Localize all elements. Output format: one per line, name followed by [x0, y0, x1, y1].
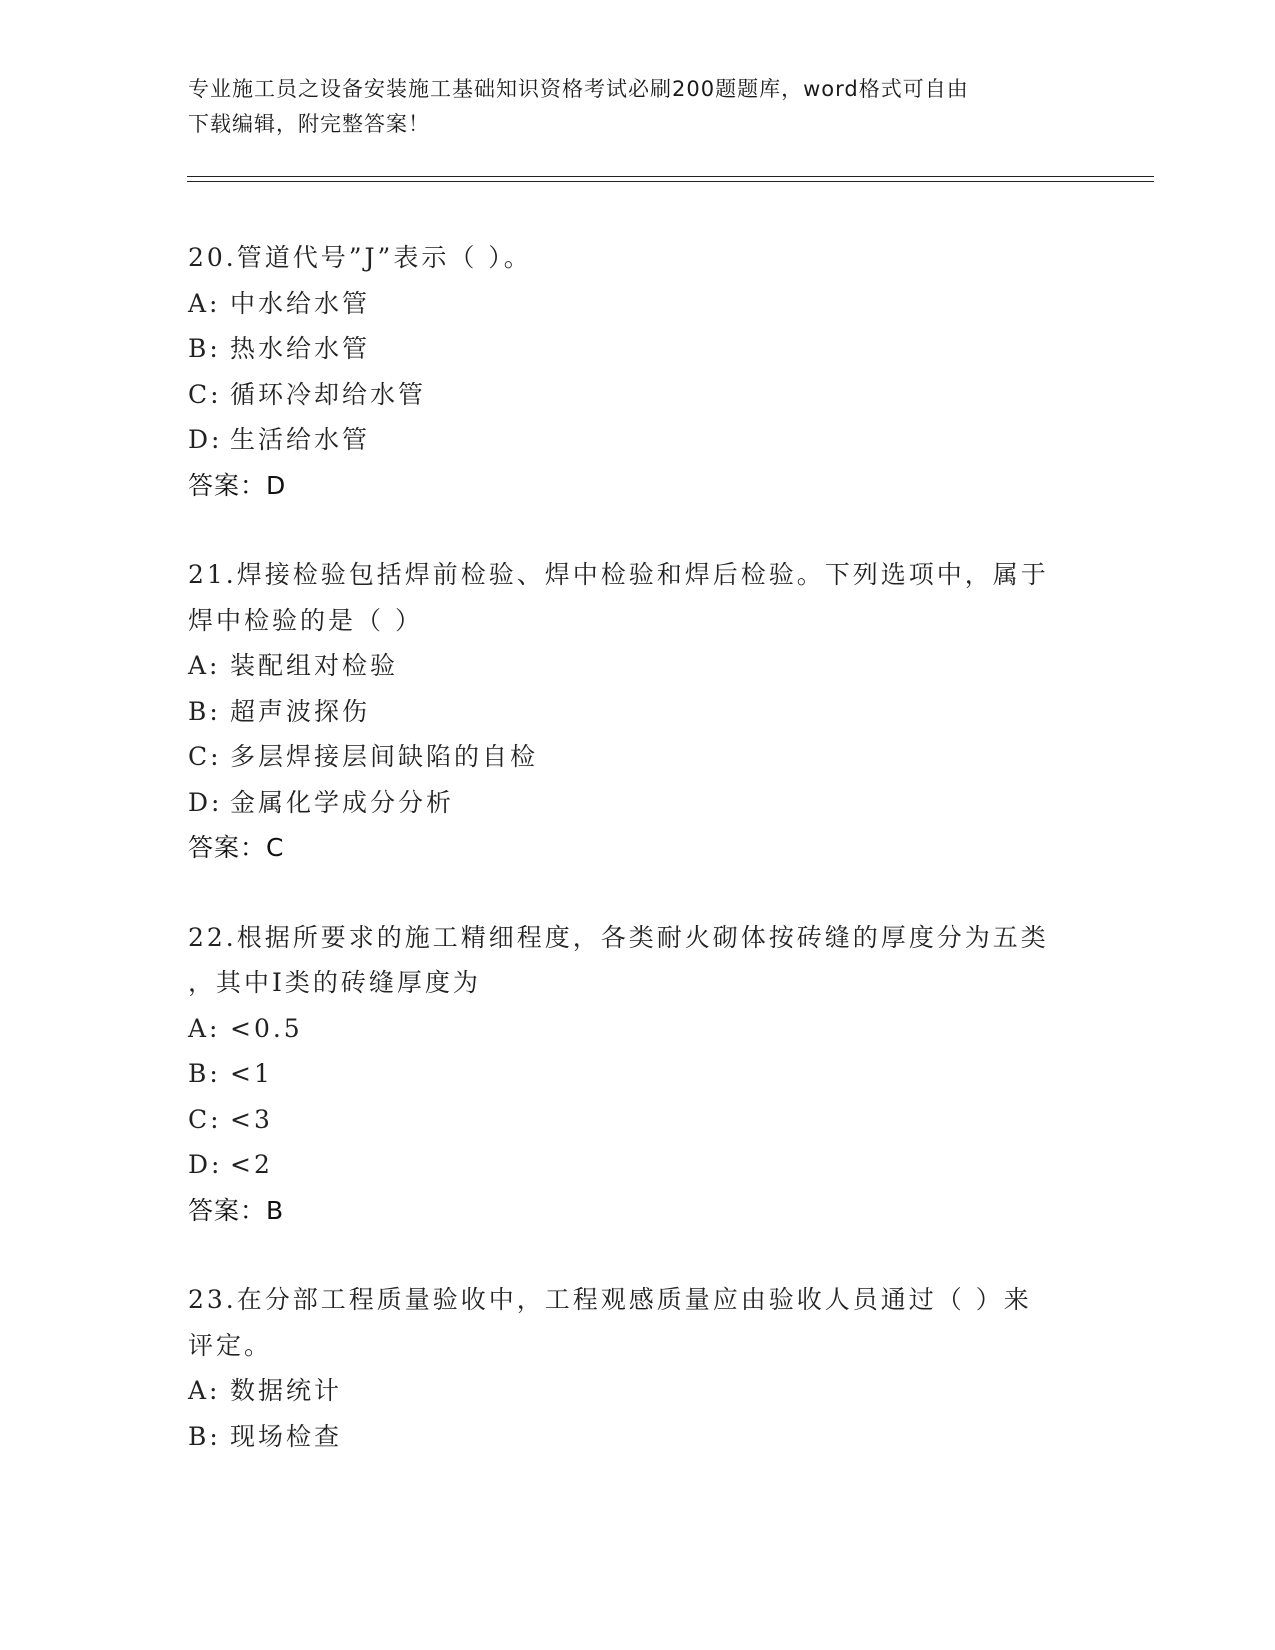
question-stem: 22.根据所要求的施工精细程度，各类耐火砌体按砖缝的厚度分为五类	[188, 922, 1049, 952]
question-spacer	[188, 871, 1088, 915]
option-key: B:	[188, 696, 221, 726]
option-text: 热水给水管	[230, 334, 371, 363]
document-header	[188, 72, 1088, 142]
option-text: <2	[230, 1150, 273, 1179]
question-stem: 20.管道代号”J”表示（ ）。	[188, 243, 532, 272]
option-key: C:	[188, 742, 222, 771]
question-spacer	[188, 508, 1088, 552]
question-stem: 21.焊接检验包括焊前检验、焊中检验和焊后检验。下列选项中，属于	[188, 560, 1049, 589]
option-key: A:	[188, 288, 221, 318]
option-key: D:	[188, 1150, 223, 1179]
option-text: 金属化学成分分析	[230, 787, 455, 817]
header-line-1: 专业施工员之设备安装施工基础知识资格考试必刷200题题库，word格式可自由	[188, 77, 969, 101]
answer-line: 答案：C	[188, 833, 285, 862]
option-text: 中水给水管	[230, 288, 371, 318]
option-row	[188, 1142, 1088, 1188]
question-block	[188, 915, 1088, 1234]
option-text: 装配组对检验	[230, 651, 399, 680]
question-block	[188, 235, 1088, 508]
option-key: A:	[188, 651, 221, 680]
question-stem: ，其中Ⅰ类的砖缝厚度为	[188, 968, 481, 997]
question-block	[188, 1277, 1088, 1459]
option-key: B:	[188, 1059, 221, 1088]
question-stem: 23.在分部工程质量验收中，工程观感质量应由验收人员通过（ ）来	[188, 1285, 1032, 1314]
question-stem: 评定。	[188, 1330, 273, 1360]
question-block	[188, 552, 1088, 871]
option-row	[188, 417, 1088, 463]
question-spacer	[188, 1233, 1088, 1277]
option-text: 超声波探伤	[230, 696, 371, 726]
option-key: C:	[188, 379, 222, 409]
option-text: 现场检查	[230, 1421, 343, 1451]
option-row	[188, 780, 1088, 826]
option-key: A:	[188, 1376, 221, 1405]
option-row	[188, 689, 1088, 735]
header-rule-top	[187, 176, 1154, 177]
option-text: 生活给水管	[230, 425, 371, 454]
option-text: 多层焊接层间缺陷的自检	[230, 742, 539, 771]
option-row	[188, 326, 1088, 372]
option-row	[188, 1006, 1088, 1052]
option-text: <1	[230, 1059, 273, 1088]
header-rule-bottom	[187, 181, 1154, 182]
option-key: C:	[188, 1104, 222, 1134]
option-row	[188, 1368, 1088, 1414]
option-row	[188, 1097, 1088, 1143]
option-row	[188, 281, 1088, 327]
option-row	[188, 643, 1088, 689]
answer-line: 答案：D	[188, 470, 287, 500]
option-text: 循环冷却给水管	[230, 379, 427, 409]
question-list	[188, 235, 1088, 1459]
option-row	[188, 1414, 1088, 1460]
option-row	[188, 734, 1088, 780]
option-key: B:	[188, 1421, 221, 1451]
option-key: B:	[188, 334, 221, 363]
option-row	[188, 1051, 1088, 1097]
answer-line: 答案：B	[188, 1195, 285, 1225]
option-key: A:	[188, 1013, 221, 1043]
option-text: 数据统计	[230, 1376, 343, 1405]
option-text: <3	[230, 1104, 273, 1134]
option-text: <0.5	[230, 1013, 303, 1043]
option-row	[188, 372, 1088, 418]
header-line-2: 下载编辑，附完整答案！	[188, 112, 430, 136]
question-stem: 焊中检验的是（ ）	[188, 605, 423, 635]
option-key: D:	[188, 425, 223, 454]
option-key: D:	[188, 787, 223, 817]
